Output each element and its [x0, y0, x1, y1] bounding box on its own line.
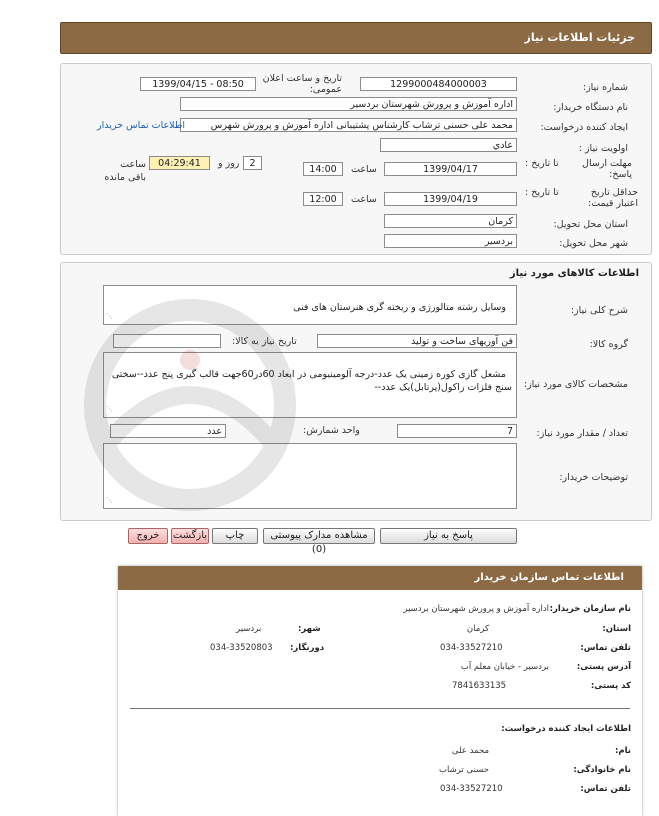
contact-card-title: اطلاعات تماس سازمان خریدار [474, 572, 624, 583]
unit-label: واحد شمارش: [303, 425, 360, 436]
attachments-button[interactable]: مشاهده مدارک پیوستی (0) [263, 528, 375, 544]
buyer-field: اداره آموزش و پرورش شهرستان بردسیر [180, 97, 517, 111]
org-value: اداره آموزش و پرورش شهرستان بردسیر [403, 604, 549, 614]
days-field: 2 [243, 156, 262, 170]
exit-button[interactable]: خروج [128, 528, 168, 544]
priority-field: عادي [380, 138, 517, 152]
notes-label: توضیحات خریدار: [559, 472, 628, 483]
reply-button[interactable]: پاسخ به نیاز [380, 528, 517, 544]
deadline-to-label: تا تاریخ : [525, 158, 559, 169]
back-button[interactable]: بازگشت [171, 528, 209, 544]
announce-label: تاریخ و ساعت اعلان عمومی: [262, 73, 342, 95]
family-value: حسنی ترشاب [439, 765, 489, 775]
need-number-label: شماره نیاز: [582, 82, 628, 93]
summary-field [103, 285, 517, 325]
group-label: گروه کالا: [589, 339, 628, 350]
contact-city-value: بردسیر [236, 624, 262, 634]
group-field: فن آوریهای ساخت و تولید [317, 334, 517, 348]
print-button[interactable]: چاپ [212, 528, 258, 544]
summary-label: شرح کلی نیاز: [570, 305, 628, 316]
summary-text: وسایل رشته متالورژی و ریخته گری هنرستان های فنی [293, 302, 506, 313]
announce-field: 1399/04/15 - 08:50 [140, 77, 256, 91]
validity-time-field: 12:00 [303, 192, 343, 206]
validity-to-label: تا تاریخ : [525, 187, 559, 198]
contact-province-value: کرمان [466, 624, 489, 634]
specs-label: مشخصات کالای مورد نیاز: [523, 379, 628, 390]
family-label: نام خانوادگی: [573, 765, 631, 775]
name-label: نام: [614, 746, 631, 756]
deadline-time-label: ساعت [351, 164, 377, 175]
specs-field [103, 352, 517, 418]
buyer-contact-link[interactable]: اطلاعات تماس خریدار [97, 120, 186, 131]
notes-field [103, 443, 517, 509]
remaining-time-field: 04:29:41 [149, 156, 210, 170]
need-number-field: 1299000484000003 [360, 77, 517, 91]
fax-label: دورنگار: [290, 643, 325, 653]
postal-value: 7841633135 [452, 681, 507, 691]
address-value: بردسیر - خیابان معلم آب [460, 662, 549, 672]
org-label: نام سازمان خریدار: [549, 604, 631, 614]
creator-phone-value: 034-33527210 [440, 784, 503, 794]
validity-label: حداقل تاریخ اعتبار قیمت: [588, 187, 638, 209]
province-field: كرمان [384, 214, 517, 228]
phone-value: 034-33527210 [440, 643, 503, 653]
remaining-label: ساعت باقی مانده [104, 159, 146, 183]
page-header [60, 22, 652, 54]
goods-section-title: اطلاعات کالاهای مورد نیاز [509, 268, 639, 279]
validity-time-label: ساعت [351, 194, 377, 205]
need-date-label: تاریخ نیاز به کالا: [232, 336, 297, 347]
address-label: آدرس پستی: [576, 662, 631, 672]
creator-label: ایجاد کننده درخواست: [540, 122, 628, 133]
phone-label: تلفن تماس: [580, 643, 631, 653]
qty-field: 7 [397, 424, 517, 438]
name-value: محمد علی [451, 746, 489, 756]
city-field: بردسیر [384, 234, 517, 248]
contact-city-label: شهر: [298, 624, 321, 634]
buyer-label: نام دستگاه خریدار: [553, 102, 628, 113]
postal-label: کد پستی: [590, 681, 631, 691]
contact-card-header [118, 566, 642, 590]
deadline-time-field: 14:00 [303, 162, 343, 176]
deadline-label: مهلت ارسال پاسخ: [582, 158, 632, 180]
creator-phone-label: تلفن تماس: [580, 784, 631, 794]
unit-field: عدد [110, 424, 226, 438]
days-label: روز و [218, 158, 240, 169]
need-date-field [113, 334, 221, 348]
qty-label: تعداد / مقدار مورد نیاز: [536, 428, 628, 439]
deadline-date-field: 1399/04/17 [384, 162, 517, 176]
fax-value: 034-33520803 [210, 643, 273, 653]
province-label: استان محل تحویل: [553, 219, 628, 230]
resize-grip-icon[interactable]: ⋰ [106, 496, 113, 504]
contact-province-label: استان: [602, 624, 631, 634]
resize-grip-icon[interactable]: ⋰ [106, 405, 113, 413]
specs-text: مشعل گازی کوره زمینی یک عدد-درجه آلومینیومی در ابعاد 60در60جهت قالب گیری پنج عدد--سختی سنج فلزات راکول(پرتابل)یک عدد-- [108, 369, 512, 393]
validity-date-field: 1399/04/19 [384, 192, 517, 206]
city-label: شهر محل تحویل: [559, 238, 628, 249]
creator-info-title: اطلاعات ایجاد کننده درخواست: [501, 724, 631, 734]
priority-label: اولویت نیاز : [578, 143, 628, 154]
page-title: جزئیات اطلاعات نیاز [524, 31, 635, 44]
creator-field: محمد علی حسنی ترشاب کارشناس پشتیبانی اداره آموزش و پرورش شهرس [180, 118, 517, 132]
contact-divider [130, 708, 630, 709]
resize-grip-icon[interactable]: ⋰ [106, 312, 113, 320]
